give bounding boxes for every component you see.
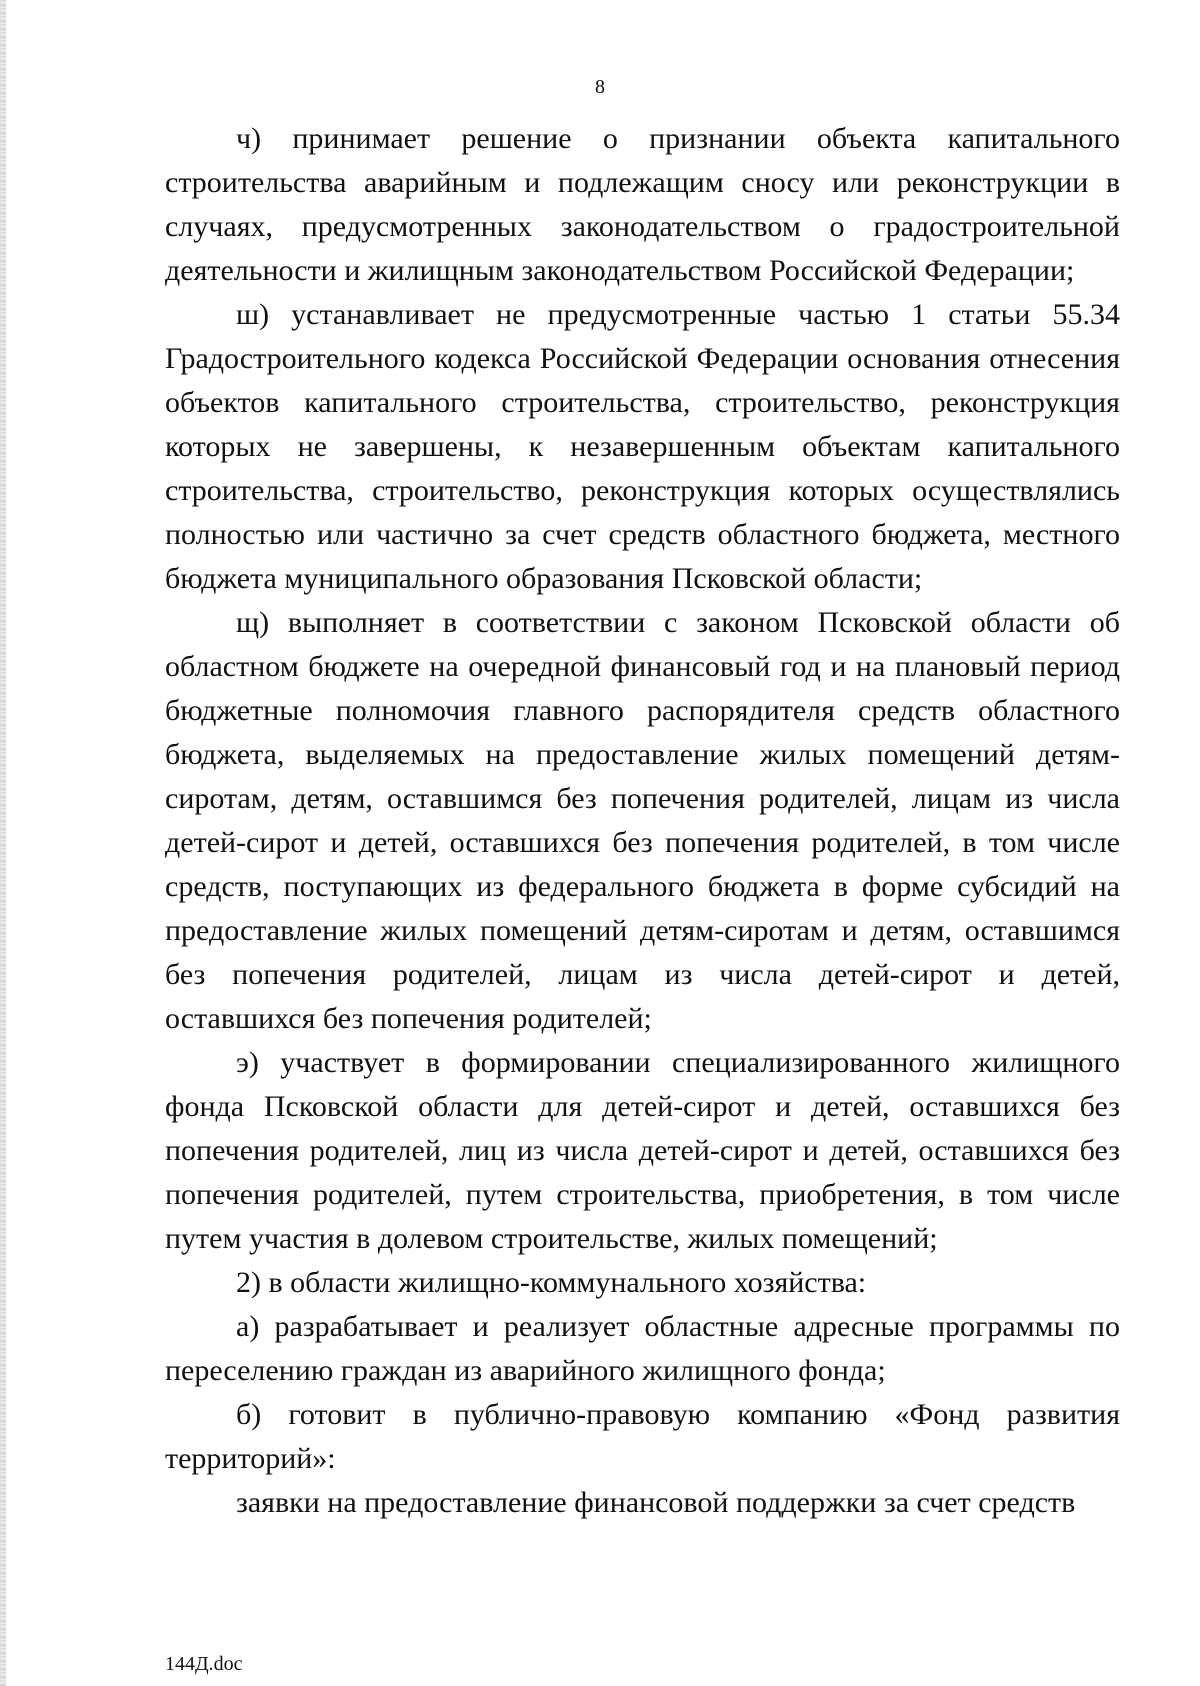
footer-filename: 144Д.doc xyxy=(165,1653,243,1675)
paragraph-ch: ч) принимает решение о признании объекта капитального строительства аварийным и подлежащим сносу или реконструкции в случаях, предусмотренных законодательством о градостроительной деятельности и жилищным законодательством Российской Федерации; xyxy=(165,122,1120,287)
paragraph-b: б) готовит в публично-правовую компанию «Фонд развития территорий»: xyxy=(165,1398,1120,1475)
paragraph-applications: заявки на предоставление финансовой поддержки за счет средств xyxy=(236,1486,1076,1519)
paragraph-section-2: 2) в области жилищно-коммунального хозяйства: xyxy=(236,1266,867,1299)
page-number: 8 xyxy=(595,76,605,98)
scan-edge-artifact xyxy=(0,0,6,1686)
document-body xyxy=(165,117,1120,1525)
paragraph-a: а) разрабатывает и реализует областные адресные программы по переселению граждан из аварийного жилищного фонда; xyxy=(165,1310,1120,1387)
paragraph-e: э) участвует в формировании специализированного жилищного фонда Псковской области для детей-сирот и детей, оставшихся без попечения родителей, лиц из числа детей-сирот и детей, оставшихся без попечения родителей, путем строительства, приобретения, в том числе путем участия в долевом строительстве, жилых помещений; xyxy=(165,1046,1120,1255)
paragraph-shch: щ) выполняет в соответствии с законом Псковской области об областном бюджете на очередной финансовый год и на плановый период бюджетные полномочия главного распорядителя средств областного бюджета, выделяемых на предоставление жилых помещений детям-сиротам, детям, оставшимся без попечения родителей, лицам из числа детей-сирот и детей, оставшихся без попечения родителей, в том числе средств, поступающих из федерального бюджета в форме субсидий на предоставление жилых помещений детям-сиротам и детям, оставшимся без попечения родителей, лицам из числа детей-сирот и детей, оставшихся без попечения родителей; xyxy=(165,606,1120,1035)
paragraph-sh: ш) устанавливает не предусмотренные частью 1 статьи 55.34 Градостроительного кодекса Российской Федерации основания отнесения объектов капитального строительства, строительство, реконструкция которых не завершены, к незавершенным объектам капитального строительства, строительство, реконструкция которых осуществлялись полностью или частично за счет средств областного бюджета, местного бюджета муниципального образования Псковской области; xyxy=(165,298,1120,595)
